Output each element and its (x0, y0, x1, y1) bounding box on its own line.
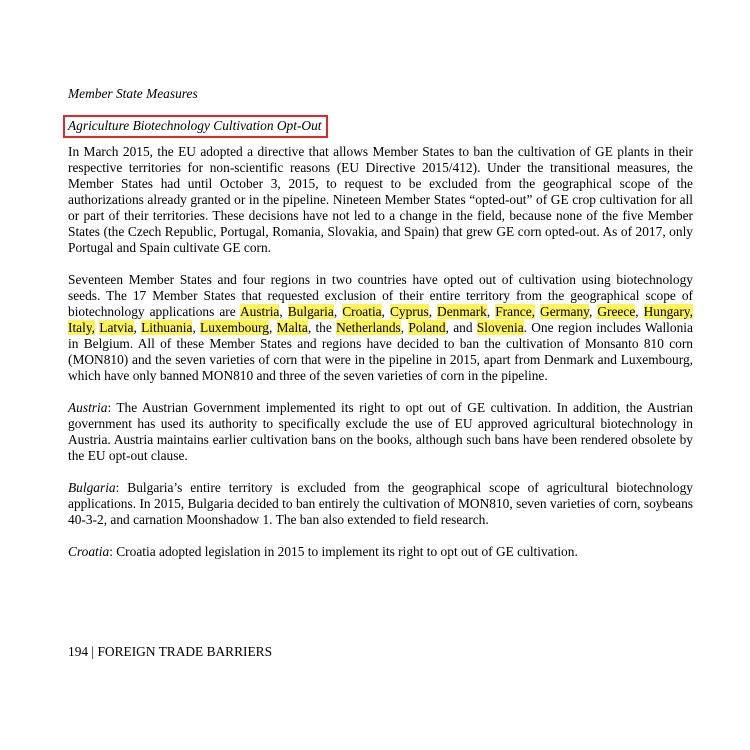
paragraph-bulgaria (68, 480, 693, 528)
label-croatia: Croatia (68, 544, 110, 559)
country-malta: Malta (276, 320, 308, 335)
word-and: and (453, 320, 477, 335)
country-austria: Austria (239, 304, 280, 319)
country-luxembourg: Luxembourg (200, 320, 269, 335)
section-heading: Member State Measures (68, 86, 198, 101)
label-bulgaria: Bulgaria (68, 480, 116, 495)
page-footer: 194 | FOREIGN TRADE BARRIERS (68, 644, 273, 659)
text-croatia: : Croatia adopted legislation in 2015 to implement its right to opt out of GE cultivation. (109, 544, 578, 559)
country-latvia: Latvia (99, 320, 134, 335)
text-bulgaria: : Bulgaria’s entire territory is excluded from the geographical scope of agricultural biotechnology applications. In 2015, Bulgaria decided to ban entirely the cultivation of MON810, seven varieties of corn, soybeans 40-3-2, and carnation Moonshadow 1. The ban also extended to field research. (68, 480, 693, 527)
document-page (68, 86, 693, 576)
country-slovenia: Slovenia (476, 320, 524, 335)
country-netherlands: Netherlands (336, 320, 401, 335)
word-the: the (315, 320, 337, 335)
paragraph-croatia (68, 544, 693, 560)
country-croatia: Croatia (342, 304, 382, 319)
country-germany: Germany (540, 304, 589, 319)
country-greece: Greece (597, 304, 636, 319)
country-hungary: Hungary (643, 304, 690, 319)
country-poland: Poland (408, 320, 446, 335)
country-bulgaria: Bulgaria (287, 304, 334, 319)
paragraph-austria (68, 400, 693, 464)
country-cyprus: Cyprus (389, 304, 429, 319)
boxed-heading: Agriculture Biotechnology Cultivation Opt-Out (63, 115, 328, 138)
label-austria: Austria (68, 400, 108, 415)
country-italy: Italy (68, 320, 92, 335)
country-lithuania: Lithuania (141, 320, 193, 335)
paragraph-member-states: Seventeen Member States and four regions in two countries have opted out of cultivation using biotechnology seeds. The 17 Member States that requested exclusion of their entire territory from the geographical scope of biotechnology applications are Austria, Bulgaria, Croatia, Cyprus, Denmark, France, Germany, Greece, Hungary, Italy, Latvia, Lithuania, Luxembourg, Malta, the Netherlands, Poland, and Slovenia. One region includes Wallonia in Belgium. All of these Member States and regions have decided to ban the cultivation of Monsanto 810 corn (MON810) and the seven varieties of corn that were in the pipeline in 2015, apart from Denmark and Luxembourg, which have only banned MON810 and three of the seven varieties of corn in the pipeline. (68, 272, 693, 383)
country-france: France (495, 304, 532, 319)
country-denmark: Denmark (437, 304, 487, 319)
paragraph-member-states-rest: One region includes Wallonia in Belgium. All of these Member States and regions have decided to ban the cultivation of Monsanto 810 corn (MON810) and the seven varieties of corn that were in the pipeline in 2015, apart from Denmark and Luxembourg, which have only banned MON810 and three of the seven varieties of corn in the pipeline. (68, 320, 693, 383)
paragraph-intro: In March 2015, the EU adopted a directive that allows Member States to ban the cultivation of GE plants in their respective territories for non-scientific reasons (EU Directive 2015/412). Under the transitional measures, the Member States had until October 3, 2015, to request to be excluded from the geographical scope of the authorizations already granted or in the pipeline. Nineteen Member States “opted-out” of GE crop cultivation for all or part of their territories. These decisions have not led to a change in the field, because none of the five Member States (the Czech Republic, Portugal, Romania, Slovakia, and Spain) that grew GE corn opted-out. As of 2017, only Portugal and Spain cultivate GE corn. (68, 144, 693, 255)
paragraph-member-states-intro: Seventeen Member States and four regions in two countries have opted out of cultivation using biotechnology seeds. The 17 Member States that requested exclusion of their entire territory from the geographical scope of biotechnology applications are (68, 272, 693, 319)
text-austria: : The Austrian Government implemented its right to opt out of GE cultivation. In addition, the Austrian government has used its authority to specifically exclude the use of EU approved agricultural biotechnology in Austria. Austria maintains earlier cultivation bans on the books, although such bans have been rendered obsolete by the EU opt-out clause. (68, 400, 693, 463)
